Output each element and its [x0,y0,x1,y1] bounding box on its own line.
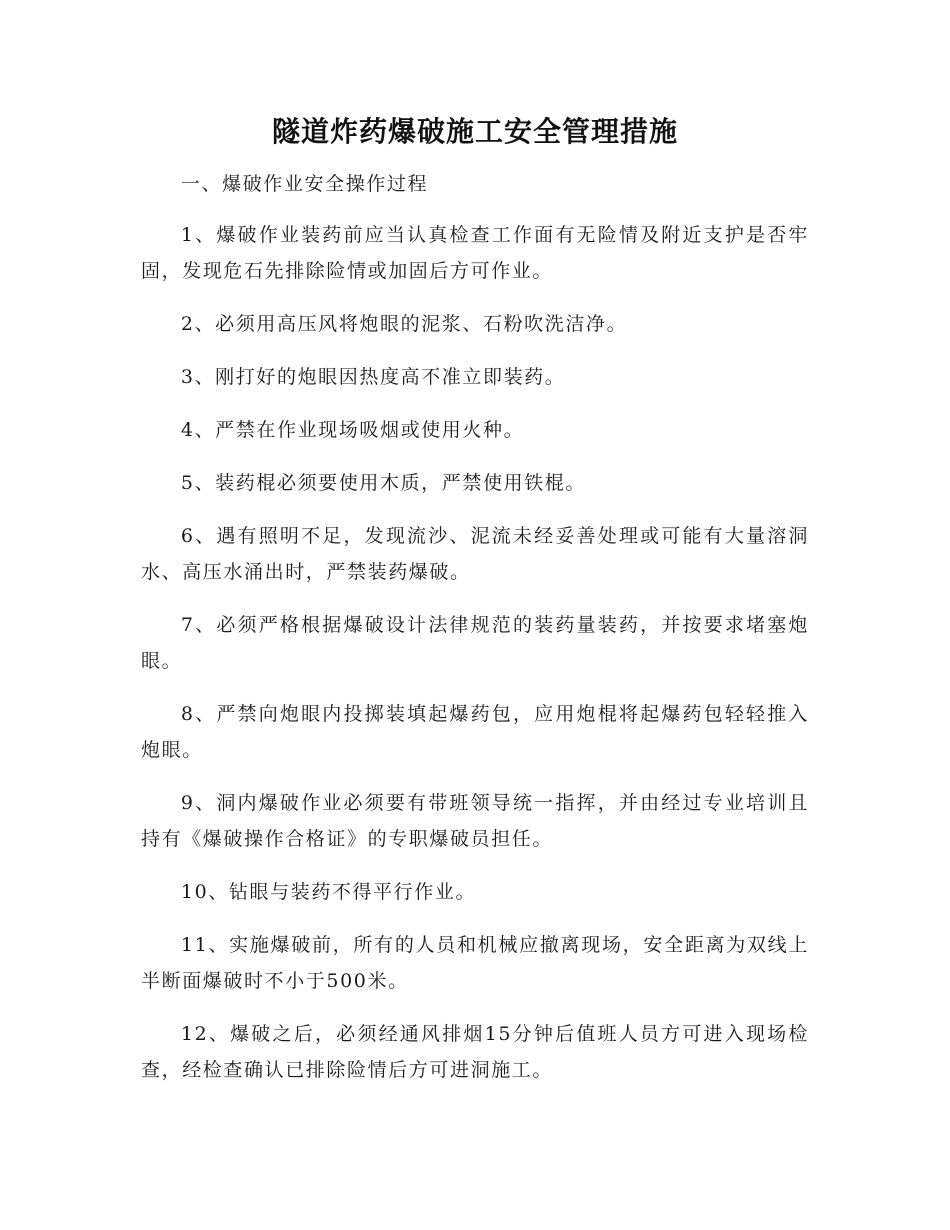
paragraph-item-8: 8、严禁向炮眼内投掷装填起爆药包，应用炮棍将起爆药包轻轻推入炮眼。 [141,703,809,761]
paragraph-item-5: 5、装药棍必须要使用木质，严禁使用铁棍。 [180,472,586,494]
section-heading: 一、爆破作业安全操作过程 [180,173,429,195]
paragraph-item-7: 7、必须严格根据爆破设计法律规范的装药量装药，并按要求堵塞炮眼。 [141,614,809,672]
paragraph-item-12: 12、爆破之后，必须经通风排烟15分钟后值班人员方可进入现场检查，经检查确认已排除险情后方可进洞施工。 [141,1023,809,1081]
paragraph-item-1: 1、爆破作业装药前应当认真检查工作面有无险情及附近支护是否牢固，发现危石先排除险情或加固后方可作业。 [141,224,809,282]
paragraph-item-11: 11、实施爆破前，所有的人员和机械应撤离现场，安全距离为双线上半断面爆破时不小于500米。 [141,934,809,992]
paragraph-item-6: 6、遇有照明不足，发现流沙、泥流未经妥善处理或可能有大量溶洞水、高压水涌出时，严禁装药爆破。 [141,525,809,583]
document-body [141,166,809,1105]
document-title: 隧道炸药爆破施工安全管理措施 [271,115,678,148]
paragraph-item-9: 9、洞内爆破作业必须要有带班领导统一指挥，并由经过专业培训且持有《爆破操作合格证》的专职爆破员担任。 [141,792,809,850]
paragraph-item-4: 4、严禁在作业现场吸烟或使用火种。 [180,419,525,441]
paragraph-item-3: 3、刚打好的炮眼因热度高不准立即装药。 [180,366,566,388]
paragraph-item-10: 10、钻眼与装药不得平行作业。 [180,881,477,903]
paragraph-item-2: 2、必须用高压风将炮眼的泥浆、石粉吹洗洁净。 [180,313,628,335]
